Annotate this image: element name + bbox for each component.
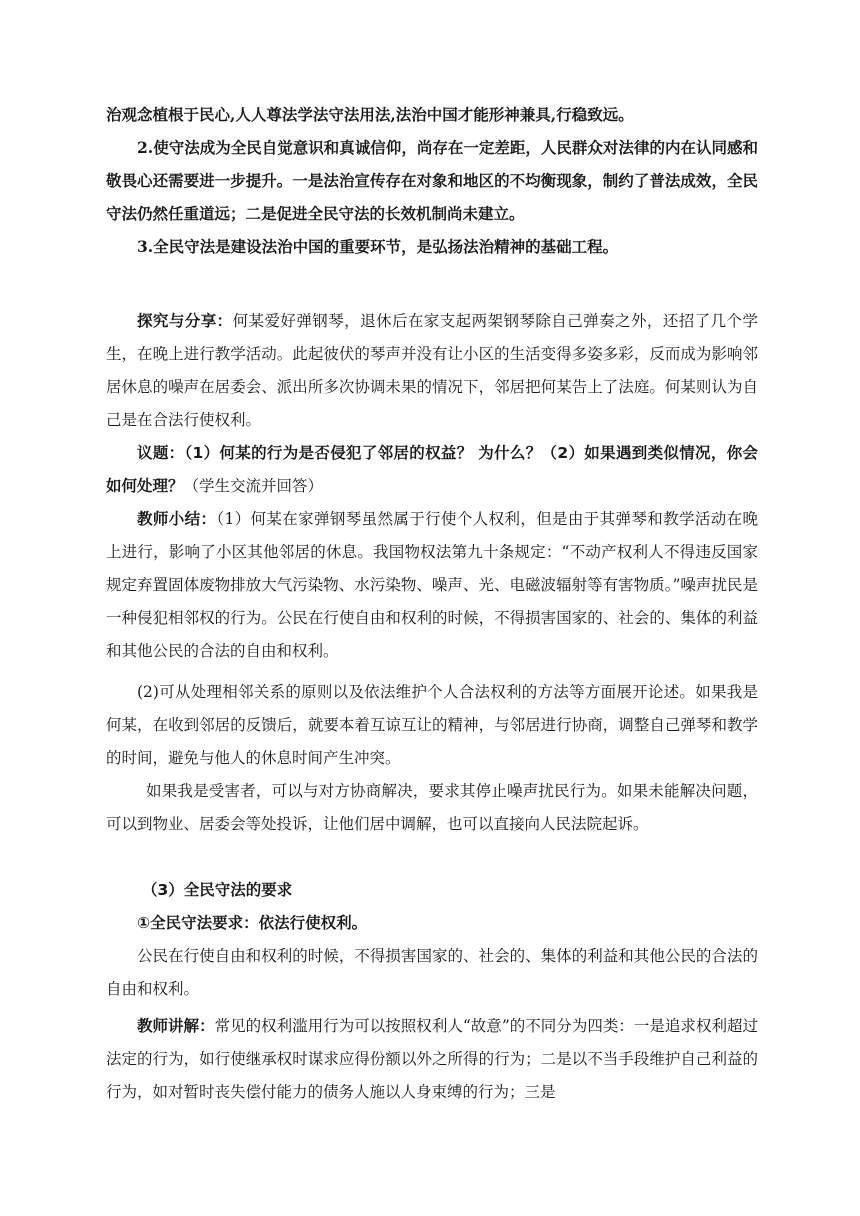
paragraph-teacher-summary	[106, 503, 758, 668]
paragraph-rule-of-law-belief	[106, 98, 758, 131]
lecture-text: 常见的权利滥用行为可以按照权利人“故意”的不同分为四类：一是追求权利超过法定的行为，如行使继承权时谋求应得份额以外之所得的行为；二是以不当手段维护自己利益的行为，如对暂时丧失偿付能力的债务人施以人身束缚的行为；三是	[106, 1017, 758, 1101]
text: (2)可从处理相邻关系的原则以及依法维护个人合法权利的方法等方面展开论述。如果我是何某，在收到邻居的反馈后，就要本着互谅互让的精神，与邻居进行协商，调整自己弹琴和教学的时间，避免与他人的休息时间产生冲突。	[106, 683, 758, 767]
paragraph-teacher-lecture	[106, 1010, 758, 1109]
subheading-exercise-rights	[106, 907, 758, 940]
topic-questions: （1）何某的行为是否侵犯了邻居的权益？ 为什么？（2）如果遇到类似情况，你会如何处理？	[106, 444, 758, 495]
summary-text: （1）何某在家弹钢琴虽然属于行使个人权利，但是由于其弹琴和教学活动在晚上进行，影响了小区其他邻居的休息。我国物权法第九十条规定：“不动产权利人不得违反国家规定弃置固体废物排放大气污染物、水污染物、噪声、光、电磁波辐射等有害物质。”噪声扰民是一种侵犯相邻权的行为。公民在行使自由和权利的时候，不得损害国家的、社会的、集体的利益和其他公民的合法的自由和权利。	[106, 510, 758, 660]
paragraph-gap-item-2	[106, 131, 758, 230]
summary-label: 教师小结：	[137, 510, 217, 528]
paragraph-summary-2	[106, 676, 758, 775]
explore-text: 何某爱好弹钢琴，退休后在家支起两架钢琴除自己弹奏之外，还招了几个学生，在晚上进行教学活动。此起彼伏的琴声并没有让小区的生活变得多姿多彩，反而成为影响邻居休息的噪声在居委会、派出所多次协调未果的情况下，邻居把何某告上了法庭。何某则认为自己是在合法行使权利。	[106, 312, 758, 429]
paragraph-topic	[106, 437, 758, 503]
text: 公民在行使自由和权利的时候，不得损害国家的、社会的、集体的利益和其他公民的合法的自由和权利。	[106, 947, 758, 998]
text: 如果我是受害者，可以与对方协商解决，要求其停止噪声扰民行为。如果未能解决问题，可以到物业、居委会等处投诉，让他们居中调解，也可以直接向人民法院起诉。	[106, 782, 758, 833]
section-heading-requirements	[106, 874, 758, 907]
text: 2.使守法成为全民自觉意识和真诚信仰，尚存在一定差距，人民群众对法律的内在认同感和敬畏心还需要进一步提升。一是法治宣传存在对象和地区的不均衡现象，制约了普法成效，全民守法仍然任重道远；二是促进全民守法的长效机制尚未建立。	[106, 138, 758, 223]
topic-note: （学生交流并回答）	[183, 477, 324, 495]
text: 治观念植根于民心,人人尊法学法守法用法,法治中国才能形神兼具,行稳致远。	[106, 105, 634, 124]
subheading-text: ①全民守法要求：依法行使权利。	[137, 914, 368, 932]
paragraph-explore-share	[106, 305, 758, 437]
paragraph-requirements	[106, 940, 758, 1006]
explore-label: 探究与分享：	[137, 312, 233, 330]
paragraph-item-3	[106, 230, 758, 263]
heading-text: （3）全民守法的要求	[142, 881, 293, 899]
text: 3.全民守法是建设法治中国的重要环节，是弘扬法治精神的基础工程。	[137, 237, 619, 256]
paragraph-summary-3	[106, 775, 758, 841]
lecture-label: 教师讲解：	[137, 1017, 215, 1035]
topic-label: 议题：	[137, 444, 185, 462]
